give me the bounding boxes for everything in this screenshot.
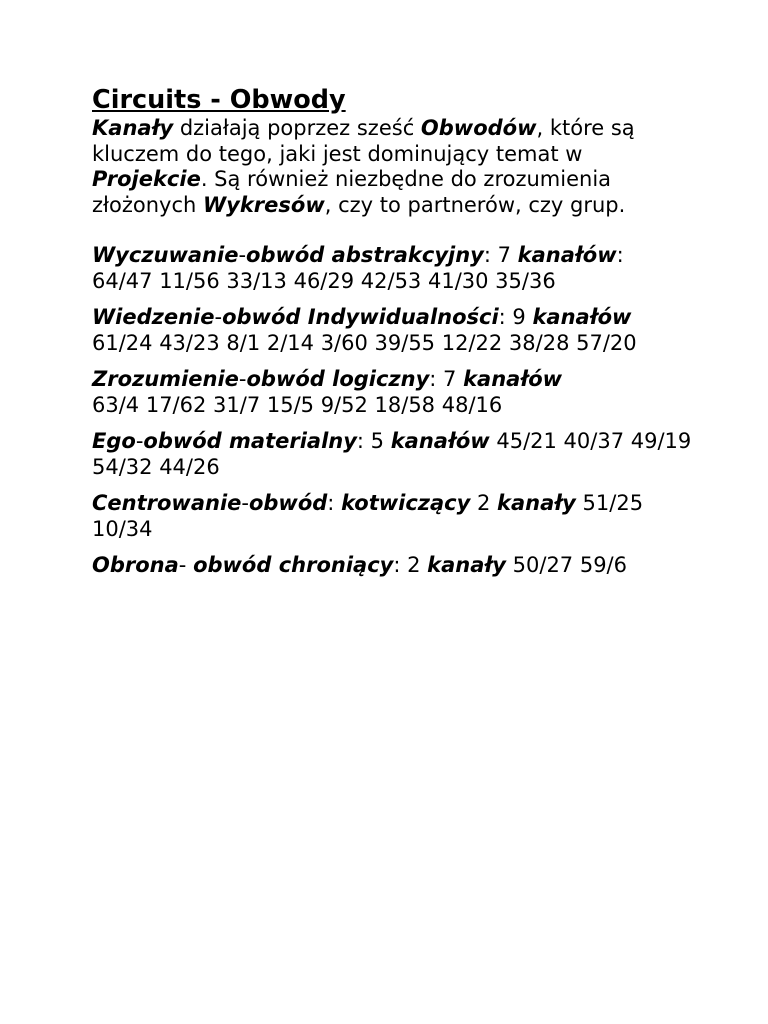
body-text: :: [327, 491, 342, 515]
body-text: -: [214, 305, 223, 329]
body-text: 45/21 40/37 49/19 54/32 44/26: [92, 429, 692, 479]
emphasis-text: Obrona: [92, 553, 179, 577]
emphasis-text: kanałów: [517, 243, 617, 267]
emphasis-text: Kanały: [92, 116, 174, 140]
emphasis-text: obwód: [248, 491, 328, 515]
emphasis-text: obwód abstrakcyjny: [246, 243, 484, 267]
circuit-knowing: [92, 305, 692, 356]
body-text: :: [616, 243, 624, 267]
body-text: 64/47 11/56 33/13 46/29 42/53 41/30 35/36: [92, 268, 556, 293]
emphasis-text: obwód materialny: [143, 429, 357, 453]
body-text: 2: [470, 491, 498, 515]
emphasis-text: obwód logiczny: [246, 367, 430, 391]
body-text: -: [238, 243, 247, 267]
emphasis-text: kanałów: [532, 305, 632, 329]
circuit-sensing: [92, 243, 692, 294]
emphasis-text: obwód chroniący: [193, 553, 394, 577]
body-text: : 2: [393, 553, 428, 577]
emphasis-text: Wyczuwanie: [92, 243, 239, 267]
emphasis-text: kanałów: [390, 429, 490, 453]
body-text: 51/25 10/34: [92, 491, 644, 541]
emphasis-text: kanały: [427, 553, 506, 577]
body-text: -: [178, 553, 194, 577]
circuit-defense: [92, 553, 692, 579]
emphasis-text: kotwiczący: [341, 491, 471, 515]
emphasis-text: Obwodów: [420, 116, 537, 140]
body-text: działają poprzez sześć: [173, 116, 421, 140]
intro-paragraph: [92, 116, 692, 218]
body-text: , czy to partnerów, czy grup.: [324, 192, 626, 217]
emphasis-text: kanałów: [463, 367, 563, 391]
body-text: , które są kluczem do tego, jaki jest dominujący temat w: [92, 116, 635, 166]
body-text: -: [135, 429, 144, 453]
body-text: : 5: [356, 429, 391, 453]
body-text: : 9: [498, 305, 533, 329]
body-text: 63/4 17/62 31/7 15/5 9/52 18/58 48/16: [92, 392, 503, 417]
circuit-ego: [92, 429, 692, 480]
body-text: . Są również niezbędne do zrozumienia złożonych: [92, 167, 612, 217]
circuit-understanding: [92, 367, 692, 418]
document-title: Circuits - Obwody: [92, 85, 346, 115]
emphasis-text: kanały: [497, 491, 576, 515]
body-text: 61/24 43/23 8/1 2/14 3/60 39/55 12/22 38/28 57/20: [92, 330, 637, 355]
document-page: [92, 84, 692, 590]
emphasis-text: Projekcie: [92, 167, 201, 191]
emphasis-text: obwód Indywidualności: [222, 305, 499, 329]
body-text: 50/27 59/6: [505, 553, 627, 577]
body-text: : 7: [429, 367, 464, 391]
body-text: -: [238, 367, 247, 391]
body-text: -: [241, 491, 249, 515]
emphasis-text: Zrozumienie: [92, 367, 239, 391]
emphasis-text: Ego: [92, 429, 136, 453]
body-text: : 7: [483, 243, 518, 267]
circuit-centering: [92, 491, 692, 542]
emphasis-text: Wykresów: [202, 192, 325, 217]
emphasis-text: Wiedzenie: [92, 305, 215, 329]
circuits-list: [92, 243, 692, 579]
emphasis-text: Centrowanie: [92, 491, 242, 515]
